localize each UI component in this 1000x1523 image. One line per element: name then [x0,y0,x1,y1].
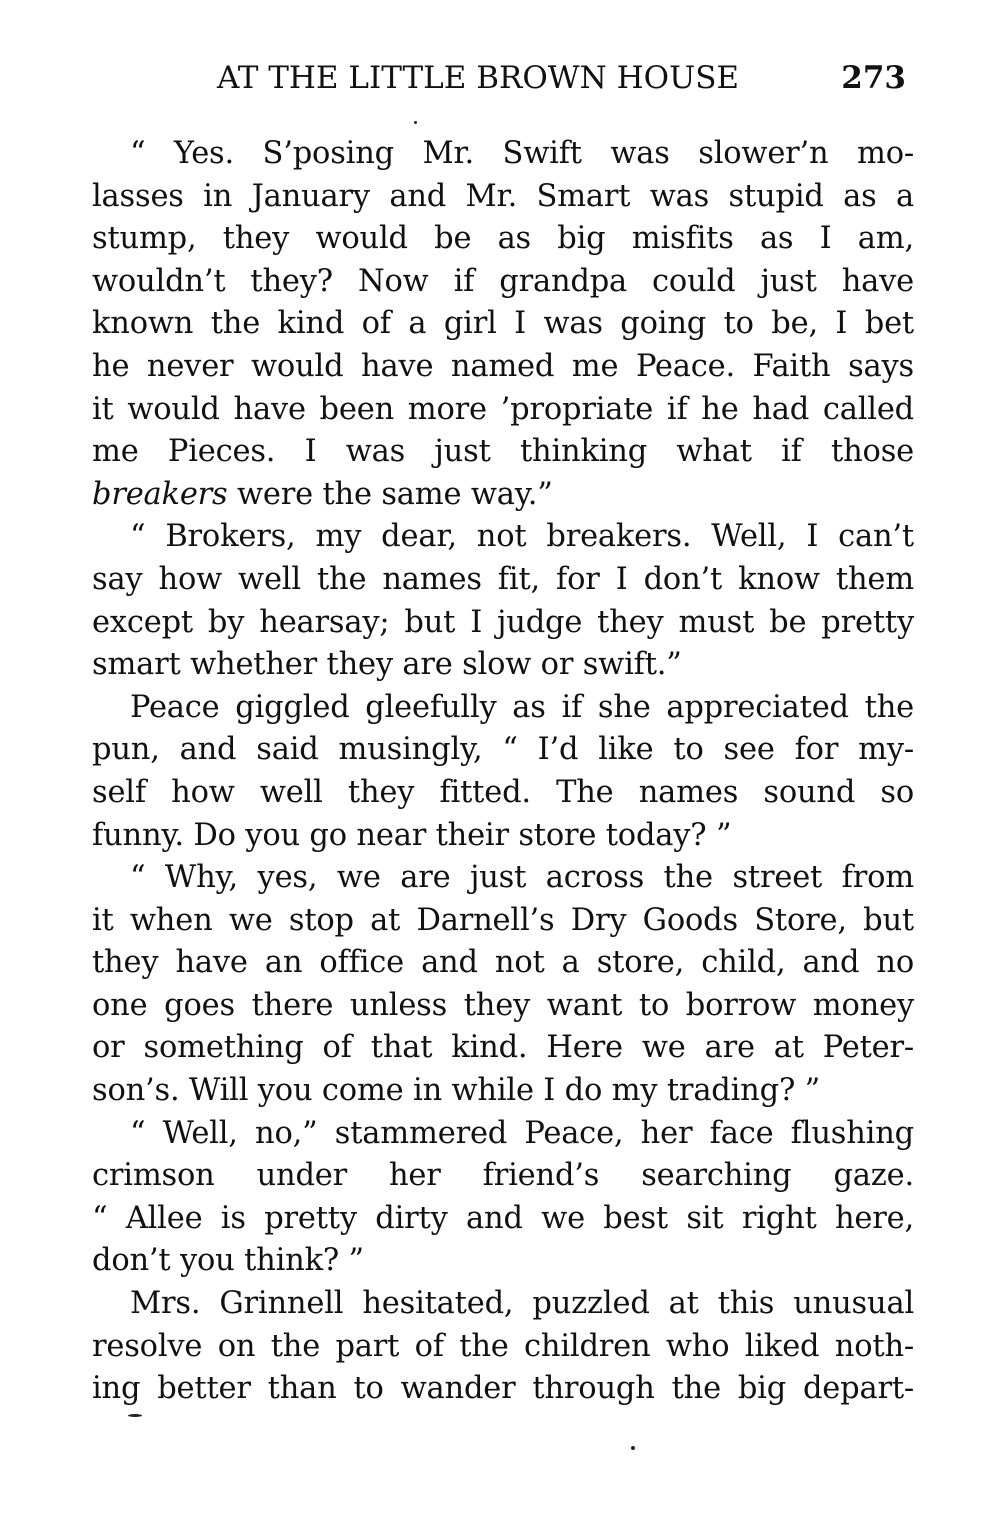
text-line-rest: were the same way.” [237,476,553,512]
text-line: wouldn’t they? Now if grandpa could just have [92,263,914,299]
ink-speck [414,121,417,124]
text-line: except by hearsay; but I judge they must be pretty [92,604,914,640]
text-line: he never would have named me Peace. Faith says [92,348,914,384]
text-line: “ Yes. S’posing Mr. Swift was slower’n mo- [130,136,914,171]
text-line: resolve on the part of the children who liked noth- [92,1328,914,1364]
text-line: “ Brokers, my dear, not breakers. Well, I can’t [130,519,914,555]
text-line: “ Why, yes, we are just across the street from [130,860,914,896]
body-text [92,133,914,1411]
text-line: they have an office and not a store, child, and no [92,945,914,981]
text-line: it would have been more ’propriate if he had called [92,391,914,427]
text-line: Peace giggled gleefully as if she appreciated the [130,689,914,725]
text-line: or something of that kind. Here we are at Peter- [92,1030,914,1066]
ink-speck [631,1446,635,1450]
ink-speck [128,1414,142,1417]
page-number: 273 [841,60,906,96]
text-line: “ Well, no,” stammered Peace, her face flushing [130,1115,914,1151]
text-line: crimson under her friend’s searching gaze. [92,1158,914,1194]
text-line: one goes there unless they want to borrow money [92,987,914,1023]
text-line: known the kind of a girl I was going to be, I bet [92,306,914,342]
text-line: funny. Do you go near their store today? ” [92,817,732,853]
italic-word: breakers [92,476,228,512]
text-line: say how well the names fit, for I don’t know them [92,561,914,597]
text-line: stump, they would be as big misfits as I am, [92,221,914,257]
text-line: “ Allee is pretty dirty and we best sit right here, [92,1200,914,1236]
text-line: pun, and said musingly, “ I’d like to see for my- [92,732,914,768]
running-header [92,54,912,102]
text-line: Mrs. Grinnell hesitated, puzzled at this unusual [130,1286,914,1322]
text-line: smart whether they are slow or swift.” [92,647,682,683]
text-line: ing better than to wander through the big depart- [92,1371,914,1407]
text-line: lasses in January and Mr. Smart was stupid as a [92,178,914,214]
text-line: don’t you think? ” [92,1243,364,1279]
text-line: me Pieces. I was just thinking what if those [92,434,914,470]
running-title: AT THE LITTLE BROWN HOUSE [217,60,740,96]
text-line: son’s. Will you come in while I do my trading? ” [92,1073,820,1109]
text-line [92,474,914,517]
text-line: self how well they fitted. The names sound so [92,774,914,810]
text-line: it when we stop at Darnell’s Dry Goods Store, but [92,902,914,938]
